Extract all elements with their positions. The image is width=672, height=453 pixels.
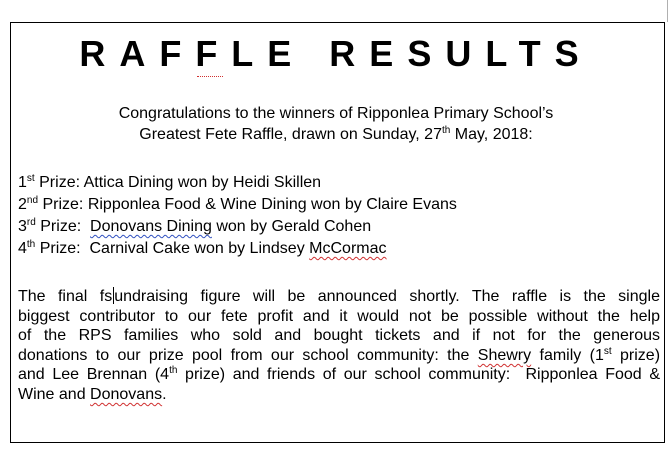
paragraph-line: The final fs undraising figure will be announced shortly. The raffle is the single [18,288,660,305]
intro-text [0,103,672,145]
intro-line-1: Congratulations to the winners of Ripponlea Primary School’s [118,105,554,122]
prize-1: 1st Prize: Attica Dining won by Heidi Skillen [18,173,322,191]
prize-list [18,172,457,260]
prize-2: 2nd Prize: Ripponlea Food & Wine Dining won by Claire Evans [18,195,457,213]
spelling-flagged-text: Shewry [477,346,532,364]
paragraph-line: biggest contributor to our fete profit and it would not be possible without the help [18,307,660,325]
prize-3: 3rd Prize: Donovans Dining won by Gerald Cohen [18,217,372,235]
body-paragraph[interactable] [18,287,660,405]
paragraph-line: of the RPS families who sold and bought tickets and if not for the generous [18,327,660,345]
spellcheck-mark [197,73,223,77]
paragraph-line: Wine and Donovans. [18,385,167,403]
grammar-flagged-text: Donovans Dining [90,218,212,235]
page-margin-line [667,0,668,22]
intro-line-2: Greatest Fete Raffle, drawn on Sunday, 27th May, 2018: [139,125,533,143]
paragraph-line: donations to our prize pool from our school community: the Shewry family (1st prize) [18,345,661,364]
spelling-flagged-text: Donovans [90,385,163,403]
document-title: RAFFLE RESULTS [79,33,593,74]
spelling-flagged-text: McCormac [309,240,387,257]
prize-4: 4th Prize: Carnival Cake won by Lindsey McCormac [18,239,387,257]
paragraph-line: and Lee Brennan (4th prize) and friends of our school community: Ripponlea Food & [18,365,660,384]
